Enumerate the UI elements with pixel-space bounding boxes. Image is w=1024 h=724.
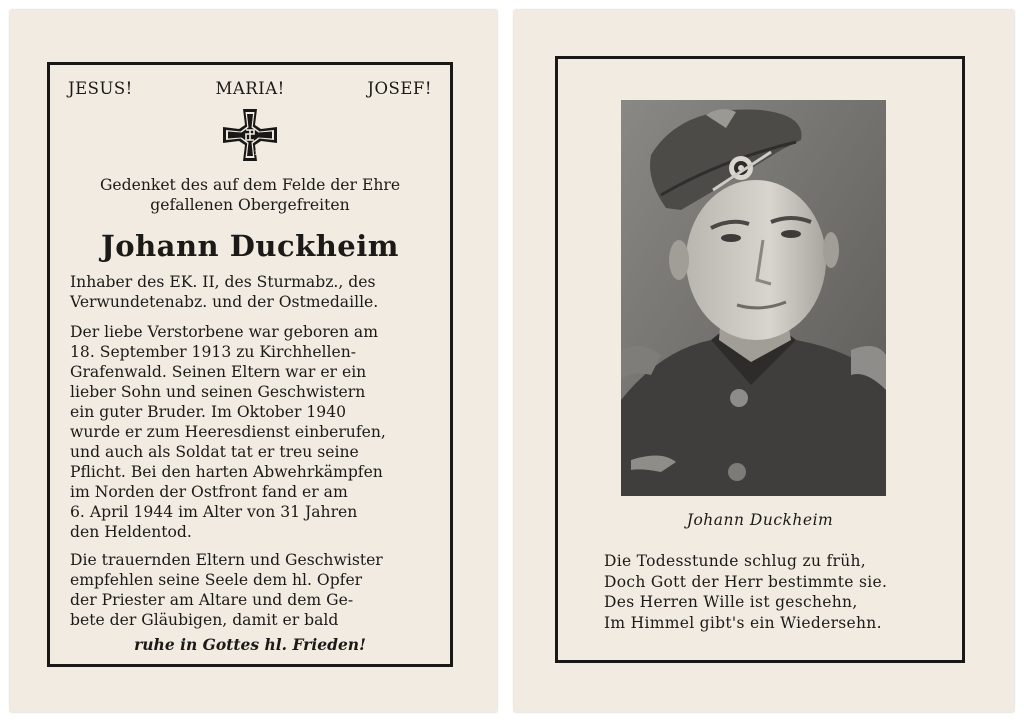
biography-line: wurde er zum Heeresdienst einberufen, bbox=[70, 423, 386, 441]
card-frame bbox=[47, 62, 453, 667]
decorations-text bbox=[70, 272, 430, 312]
portrait-photo bbox=[621, 100, 886, 496]
photo-caption: Johann Duckheim bbox=[686, 511, 834, 529]
closing-line: ruhe in Gottes hl. Frieden! bbox=[134, 635, 366, 654]
biography-line: und auch als Soldat tat er treu seine bbox=[70, 443, 359, 461]
cross-year: 1939 bbox=[254, 150, 270, 157]
decorations-line: Inhaber des EK. II, des Sturmabz., des bbox=[70, 273, 376, 291]
prayer-line: bete der Gläubigen, damit er bald bbox=[70, 611, 339, 629]
biography-line: Der liebe Verstorbene war geboren am bbox=[70, 323, 378, 341]
intro-line: Gedenket des auf dem Felde der Ehre bbox=[99, 176, 401, 194]
poem-line: Doch Gott der Herr bestimmte sie. bbox=[604, 572, 888, 591]
prayer-line: Die trauernden Eltern und Geschwister bbox=[70, 551, 383, 569]
biography-line: lieber Sohn und seinen Geschwistern bbox=[70, 383, 366, 401]
intro-text bbox=[70, 175, 430, 215]
header-row bbox=[68, 79, 432, 98]
intro-line: gefallenen Obergefreiten bbox=[150, 196, 350, 214]
memorial-card-photo bbox=[514, 10, 1014, 712]
biography-text bbox=[70, 322, 430, 542]
biography-line: im Norden der Ostfront fand er am bbox=[70, 483, 348, 501]
header-josef: JOSEF! bbox=[367, 79, 432, 98]
biography-line: ein guter Bruder. Im Oktober 1940 bbox=[70, 403, 347, 421]
biography-line: 18. September 1913 zu Kirchhellen- bbox=[70, 343, 357, 361]
biography-line: Grafenwald. Seinen Eltern war er ein bbox=[70, 363, 367, 381]
prayer-text bbox=[70, 550, 430, 630]
header-jesus: JESUS! bbox=[68, 79, 133, 98]
prayer-line: empfehlen seine Seele dem hl. Opfer bbox=[70, 571, 363, 589]
deceased-name: Johann Duckheim bbox=[101, 229, 399, 263]
biography-line: 6. April 1944 im Alter von 31 Jahren bbox=[70, 503, 358, 521]
header-maria: MARIA! bbox=[215, 79, 285, 98]
poem-text bbox=[604, 551, 952, 633]
decorations-line: Verwundetenabz. und der Ostmedaille. bbox=[70, 293, 379, 311]
card-frame bbox=[555, 56, 965, 663]
poem-line: Des Herren Wille ist geschehn, bbox=[604, 593, 858, 611]
memorial-card-text bbox=[10, 10, 497, 712]
iron-cross-icon bbox=[221, 107, 279, 163]
biography-line: Pflicht. Bei den harten Abwehrkämpfen bbox=[70, 463, 383, 481]
prayer-line: der Priester am Altare und dem Ge- bbox=[70, 591, 354, 609]
poem-line: Im Himmel gibt's ein Wiedersehn. bbox=[604, 613, 882, 632]
biography-line: den Heldentod. bbox=[70, 523, 192, 541]
poem-line: Die Todesstunde schlug zu früh, bbox=[604, 552, 866, 570]
